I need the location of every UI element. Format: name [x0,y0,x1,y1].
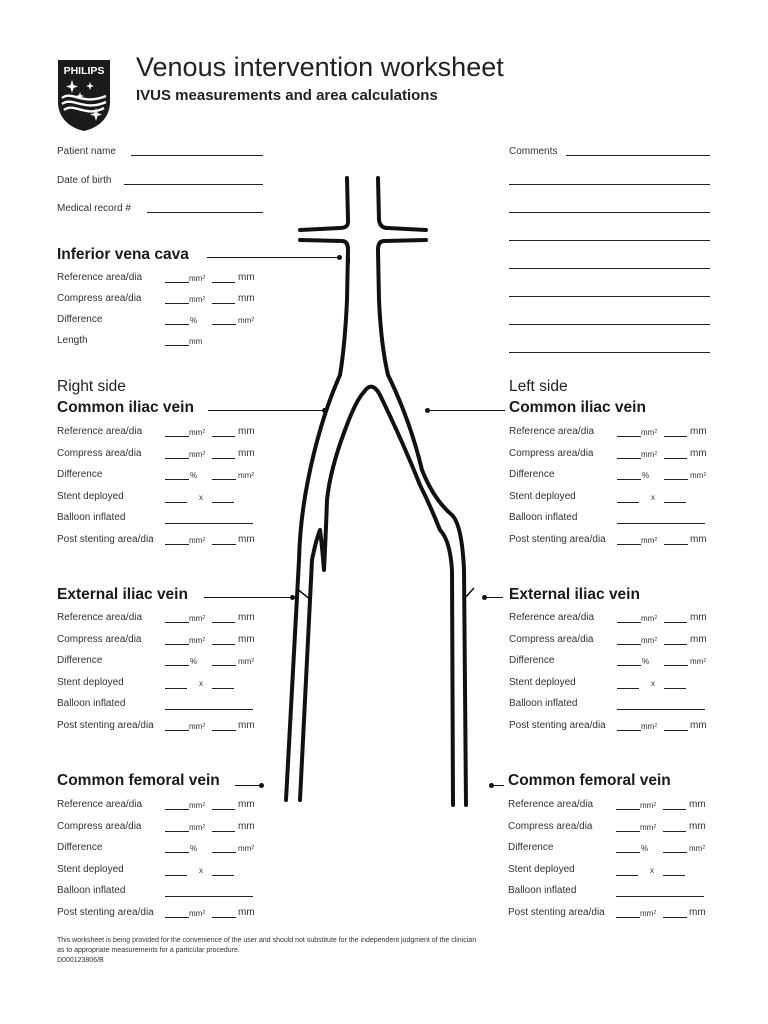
unit-mm2: $mm^2$ [641,636,658,645]
unit-mm: mm [238,534,255,545]
right-common-femoral-heading: Common femoral vein [57,772,220,789]
ivc-reference-area-field[interactable] [165,282,189,283]
unit-mm: mm [189,337,203,346]
right-common-femoral-stent-diameter-field[interactable] [165,875,187,876]
left-external-iliac-heading: External iliac vein [509,586,640,603]
unit-mm2: $mm^2$ [238,316,255,325]
left-common-femoral-reference-dia-field[interactable] [663,809,686,810]
unit-mm2: $mm^2$ [641,428,658,437]
left-common-iliac-reference-dia-field[interactable] [664,436,687,437]
right-common-femoral-stent-label: Stent deployed [57,864,124,875]
document-code: D000123806/B [57,957,104,964]
unit-mm2: $mm^2$ [189,722,206,731]
unit-mm: mm [238,272,255,283]
comments-line[interactable] [509,324,710,325]
unit-mm2: $mm^2$ [641,722,658,731]
right-external-iliac-balloon-field[interactable] [165,709,253,710]
ivc-reference-label: Reference area/dia [57,272,143,283]
left-external-iliac-stent-diameter-field[interactable] [617,688,639,689]
unit-mm2: $mm^2$ [189,823,206,832]
right-common-femoral-pointer [235,785,261,786]
left-common-iliac-reference-area-field[interactable] [617,436,641,437]
worksheet-title: Venous intervention worksheet [136,52,504,82]
unit-times: x [199,866,203,875]
right-external-iliac-compress-area-field[interactable] [165,644,189,645]
right-common-femoral-compress-area-field[interactable] [165,831,189,832]
unit-mm2: $mm^2$ [238,471,255,480]
right-common-iliac-compress-label: Compress area/dia [57,448,142,459]
philips-logo-text: PHILIPS [63,65,105,77]
patient-name-label: Patient name [57,146,116,157]
unit-mm2: $mm^2$ [690,471,707,480]
left-external-iliac-reference-dia-field[interactable] [664,622,687,623]
left-common-iliac-post-label: Post stenting area/dia [509,534,606,545]
right-external-iliac-post-area-field[interactable] [165,730,189,731]
left-common-iliac-stent-label: Stent deployed [509,491,576,502]
right-common-iliac-balloon-label: Balloon inflated [57,512,126,523]
left-common-femoral-difference-area-field[interactable] [663,852,687,853]
comments-line[interactable] [509,212,710,213]
unit-times: x [199,493,203,502]
right-common-iliac-balloon-field[interactable] [165,523,253,524]
comments-line[interactable] [509,296,710,297]
left-common-iliac-post-area-field[interactable] [617,544,641,545]
comments-line[interactable] [509,184,710,185]
left-external-iliac-reference-label: Reference area/dia [509,612,595,623]
right-external-iliac-post-dia-field[interactable] [212,730,236,731]
right-common-femoral-difference-area-field[interactable] [212,852,236,853]
unit-times: x [199,679,203,688]
unit-mm: mm [238,907,255,918]
right-common-iliac-reference-dia-field[interactable] [212,436,235,437]
left-common-femoral-compress-label: Compress area/dia [508,821,593,832]
left-common-femoral-post-area-field[interactable] [616,917,640,918]
footer [57,936,477,966]
unit-mm: mm [690,720,707,731]
unit-mm2: $mm^2$ [189,295,206,304]
unit-mm: mm [238,799,255,810]
left-external-iliac-compress-label: Compress area/dia [509,634,594,645]
ivc-reference-dia-field[interactable] [212,282,235,283]
right-common-iliac-post-label: Post stenting area/dia [57,534,154,545]
comments-line[interactable] [509,352,710,353]
comments-line[interactable] [509,240,710,241]
unit-mm: mm [689,821,706,832]
left-common-femoral-balloon-field[interactable] [616,896,704,897]
unit-percent: % [642,657,650,666]
ivc-pointer-dot [337,255,342,260]
left-common-iliac-heading: Common iliac vein [509,399,646,416]
right-external-iliac-pointer [204,597,292,598]
left-common-femoral-compress-area-field[interactable] [616,831,640,832]
right-external-iliac-reference-label: Reference area/dia [57,612,143,623]
ivc-difference-area-field[interactable] [212,324,236,325]
left-common-femoral-heading: Common femoral vein [508,772,671,789]
right-common-femoral-reference-label: Reference area/dia [57,799,143,810]
left-external-iliac-balloon-label: Balloon inflated [509,698,578,709]
right-common-femoral-stent-length-field[interactable] [212,875,234,876]
unit-mm: mm [238,448,255,459]
left-common-femoral-difference-label: Difference [508,842,554,853]
left-common-iliac-balloon-label: Balloon inflated [509,512,578,523]
right-common-iliac-difference-label: Difference [57,469,103,480]
left-common-femoral-stent-label: Stent deployed [508,864,575,875]
right-common-femoral-post-area-field[interactable] [165,917,189,918]
left-common-femoral-compress-dia-field[interactable] [663,831,686,832]
right-common-femoral-balloon-label: Balloon inflated [57,885,126,896]
date-of-birth-label: Date of birth [57,175,112,186]
right-common-iliac-difference-area-field[interactable] [212,479,236,480]
unit-mm2: $mm^2$ [189,428,206,437]
right-common-femoral-compress-dia-field[interactable] [212,831,235,832]
unit-percent: % [642,471,650,480]
unit-mm2: $mm^2$ [189,536,206,545]
left-external-iliac-pointer-dot [482,595,487,600]
left-common-femoral-reference-area-field[interactable] [616,809,640,810]
left-external-iliac-stent-label: Stent deployed [509,677,576,688]
left-external-iliac-stent-length-field[interactable] [664,688,686,689]
left-external-iliac-pointer [485,597,503,598]
left-common-iliac-stent-length-field[interactable] [664,502,686,503]
right-common-femoral-reference-dia-field[interactable] [212,809,235,810]
unit-percent: % [190,316,198,325]
right-external-iliac-pointer-dot [290,595,295,600]
unit-percent: % [190,657,198,666]
unit-mm2: $mm^2$ [640,801,657,810]
unit-mm2: $mm^2$ [189,614,206,623]
right-common-iliac-pointer-dot [322,408,327,413]
unit-mm: mm [690,612,707,623]
right-external-iliac-post-label: Post stenting area/dia [57,720,154,731]
unit-mm2: $mm^2$ [641,614,658,623]
left-common-iliac-pointer [428,410,505,411]
left-common-iliac-compress-label: Compress area/dia [509,448,594,459]
left-common-femoral-pointer-dot [489,783,494,788]
left-external-iliac-reference-area-field[interactable] [617,622,641,623]
left-external-iliac-post-label: Post stenting area/dia [509,720,606,731]
unit-mm: mm [690,426,707,437]
unit-mm2: $mm^2$ [640,909,657,918]
right-common-iliac-post-dia-field[interactable] [212,544,236,545]
unit-mm: mm [238,293,255,304]
unit-percent: % [190,844,198,853]
unit-mm: mm [689,907,706,918]
right-common-iliac-pointer [208,410,324,411]
right-common-iliac-stent-length-field[interactable] [212,502,234,503]
unit-mm: mm [690,634,707,645]
left-common-iliac-difference-area-field[interactable] [664,479,688,480]
medical-record-field[interactable] [147,212,263,213]
left-common-femoral-difference-percent-field[interactable] [616,852,640,853]
ivc-heading: Inferior vena cava [57,246,189,263]
left-common-iliac-reference-label: Reference area/dia [509,426,595,437]
unit-mm2: $mm^2$ [189,450,206,459]
unit-mm2: $mm^2$ [641,450,658,459]
right-external-iliac-stent-length-field[interactable] [212,688,234,689]
left-common-iliac-compress-area-field[interactable] [617,458,641,459]
right-common-femoral-compress-label: Compress area/dia [57,821,142,832]
unit-mm2: $mm^2$ [689,844,706,853]
unit-mm: mm [690,448,707,459]
right-external-iliac-stent-label: Stent deployed [57,677,124,688]
left-common-iliac-compress-dia-field[interactable] [664,458,687,459]
left-external-iliac-post-area-field[interactable] [617,730,641,731]
unit-mm: mm [238,634,255,645]
right-external-iliac-difference-area-field[interactable] [212,665,236,666]
patient-name-field[interactable] [131,155,263,156]
right-common-iliac-post-area-field[interactable] [165,544,189,545]
unit-mm2: $mm^2$ [238,657,255,666]
left-common-iliac-balloon-field[interactable] [617,523,705,524]
unit-percent: % [190,471,198,480]
right-common-iliac-difference-percent-field[interactable] [165,479,189,480]
left-external-iliac-difference-percent-field[interactable] [617,665,641,666]
left-external-iliac-post-dia-field[interactable] [664,730,688,731]
left-common-femoral-post-label: Post stenting area/dia [508,907,605,918]
left-common-femoral-balloon-label: Balloon inflated [508,885,577,896]
right-external-iliac-compress-label: Compress area/dia [57,634,142,645]
right-external-iliac-difference-percent-field[interactable] [165,665,189,666]
right-common-iliac-stent-diameter-field[interactable] [165,502,187,503]
left-side-heading: Left side [509,378,568,395]
unit-mm2: $mm^2$ [189,274,206,283]
unit-mm2: $mm^2$ [189,636,206,645]
unit-mm: mm [238,720,255,731]
left-common-iliac-difference-percent-field[interactable] [617,479,641,480]
disclaimer-text: This worksheet is being provided for the convenience of the user and should not substitute for the independent judgment of the clinician as to appropriate measurements for a particular procedure. [57,937,477,954]
left-external-iliac-compress-dia-field[interactable] [664,644,687,645]
unit-mm: mm [690,534,707,545]
unit-times: x [650,866,654,875]
date-of-birth-field[interactable] [124,184,263,185]
medical-record-label: Medical record # [57,203,131,214]
right-external-iliac-reference-area-field[interactable] [165,622,189,623]
comments-line[interactable] [509,268,710,269]
right-external-iliac-balloon-label: Balloon inflated [57,698,126,709]
right-common-femoral-difference-percent-field[interactable] [165,852,189,853]
unit-mm: mm [238,612,255,623]
left-external-iliac-difference-label: Difference [509,655,555,666]
left-common-iliac-stent-diameter-field[interactable] [617,502,639,503]
left-common-femoral-reference-label: Reference area/dia [508,799,594,810]
ivc-difference-percent-field[interactable] [165,324,189,325]
ivc-pointer [207,257,339,258]
unit-mm2: $mm^2$ [238,844,255,853]
ivc-length-field[interactable] [165,345,189,346]
ivc-difference-label: Difference [57,314,103,325]
unit-percent: % [641,844,649,853]
ivc-compress-area-field[interactable] [165,303,189,304]
unit-mm2: $mm^2$ [189,801,206,810]
left-common-iliac-post-dia-field[interactable] [664,544,688,545]
left-external-iliac-balloon-field[interactable] [617,709,705,710]
left-common-femoral-stent-diameter-field[interactable] [616,875,638,876]
right-common-iliac-stent-label: Stent deployed [57,491,124,502]
ivc-compress-label: Compress area/dia [57,293,142,304]
right-common-femoral-post-label: Post stenting area/dia [57,907,154,918]
right-external-iliac-compress-dia-field[interactable] [212,644,235,645]
right-external-iliac-stent-diameter-field[interactable] [165,688,187,689]
unit-mm: mm [238,821,255,832]
unit-mm: mm [689,799,706,810]
left-external-iliac-compress-area-field[interactable] [617,644,641,645]
unit-mm2: $mm^2$ [641,536,658,545]
unit-mm2: $mm^2$ [189,909,206,918]
left-common-femoral-stent-length-field[interactable] [663,875,685,876]
unit-times: x [651,493,655,502]
right-common-iliac-reference-area-field[interactable] [165,436,189,437]
comments-label: Comments [509,146,558,157]
right-common-iliac-heading: Common iliac vein [57,399,194,416]
left-common-iliac-pointer-dot [425,408,430,413]
right-common-femoral-pointer-dot [259,783,264,788]
unit-mm2: $mm^2$ [640,823,657,832]
right-common-femoral-difference-label: Difference [57,842,103,853]
right-common-femoral-reference-area-field[interactable] [165,809,189,810]
right-common-iliac-compress-area-field[interactable] [165,458,189,459]
left-external-iliac-difference-area-field[interactable] [664,665,688,666]
ivc-compress-dia-field[interactable] [212,303,235,304]
ivc-length-label: Length [57,335,88,346]
left-common-femoral-post-dia-field[interactable] [663,917,687,918]
right-common-iliac-reference-label: Reference area/dia [57,426,143,437]
unit-times: x [651,679,655,688]
right-common-femoral-post-dia-field[interactable] [212,917,236,918]
unit-mm: mm [238,426,255,437]
right-external-iliac-difference-label: Difference [57,655,103,666]
right-external-iliac-reference-dia-field[interactable] [212,622,235,623]
worksheet-subtitle: IVUS measurements and area calculations [136,87,438,104]
right-external-iliac-heading: External iliac vein [57,586,188,603]
unit-mm2: $mm^2$ [690,657,707,666]
right-common-femoral-balloon-field[interactable] [165,896,253,897]
right-side-heading: Right side [57,378,126,395]
left-common-iliac-difference-label: Difference [509,469,555,480]
comments-field[interactable] [566,155,710,156]
right-common-iliac-compress-dia-field[interactable] [212,458,235,459]
